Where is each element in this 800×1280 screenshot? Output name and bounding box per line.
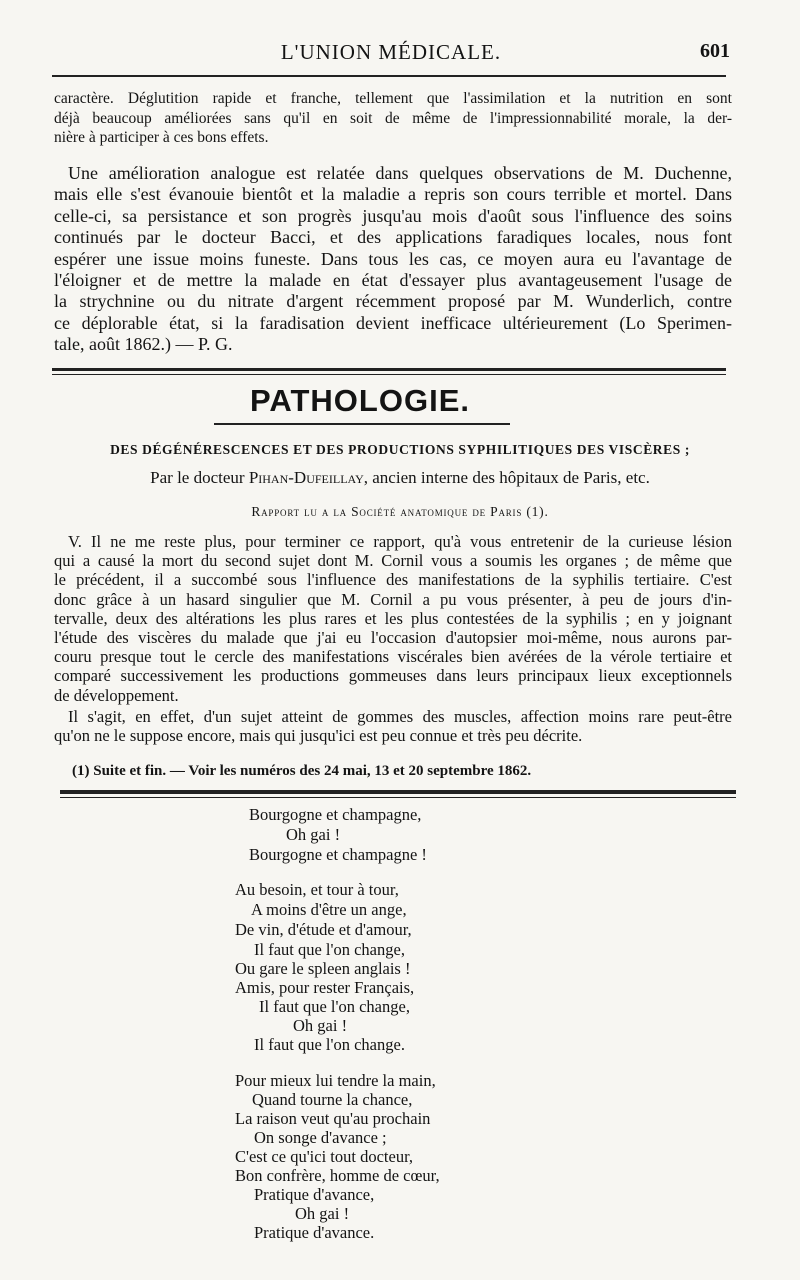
text-line: continués par le docteur Bacci, et des applications faradiques locales, nous font bbox=[54, 227, 732, 248]
text-line: couru presque tout le cercle des manifestations viscérales bien avérées de la vérole tertiaire et bbox=[54, 647, 732, 667]
text-line: l'étude des viscères du malade que j'ai eu l'occasion d'autopsier moi-même, nous aurons par- bbox=[54, 628, 732, 648]
poem-verse: Au besoin, et tour à tour, bbox=[235, 880, 399, 899]
text-line: celle-ci, sa persistance et son progrès jusqu'au mois d'août sous l'influence des soins bbox=[54, 205, 732, 226]
article-byline bbox=[60, 468, 740, 488]
poem-verse: De vin, d'étude et d'amour, bbox=[235, 920, 412, 939]
text-line: l'éloigner et de mettre la malade en état d'essayer plus avantageusement l'usage de bbox=[54, 270, 732, 291]
poem-verse: Il faut que l'on change. bbox=[254, 1035, 405, 1054]
text-line: tale, août 1862.) — P. G. bbox=[54, 334, 233, 355]
poem-verse: Oh gai ! bbox=[286, 825, 341, 844]
text-line: nière à participer à ces bons effets. bbox=[54, 129, 269, 146]
poem-verse: Pratique d'avance. bbox=[254, 1223, 375, 1242]
footnote: (1) Suite et fin. — Voir les numéros des 24 mai, 13 et 20 septembre 1862. bbox=[72, 763, 532, 779]
poem-verse: Amis, pour rester Français, bbox=[235, 978, 415, 997]
poem-rule-top bbox=[60, 790, 736, 794]
text-line: Il s'agit, en effet, d'un sujet atteint de gommes des muscles, affection moins rare peut-être bbox=[68, 707, 732, 726]
text-line: qui a causé la mort du second sujet dont M. Cornil vous a soumis les organes ; de même que bbox=[54, 551, 732, 571]
poem-verse: C'est ce qu'ici tout docteur, bbox=[235, 1147, 414, 1166]
poem-verse: Pratique d'avance, bbox=[254, 1185, 375, 1204]
poem-verse: Bourgogne et champagne ! bbox=[249, 845, 427, 864]
byline-prefix: Par le docteur bbox=[150, 468, 249, 487]
running-header bbox=[52, 38, 730, 68]
paragraph-rapport bbox=[54, 532, 732, 705]
author-name: Pihan-Dufeillay bbox=[248, 468, 364, 487]
section-title: PATHOLOGIE. bbox=[250, 383, 470, 418]
page-number: 601 bbox=[700, 40, 730, 62]
text-line: de développement. bbox=[54, 685, 179, 705]
text-line: le précédent, il a succombé sous l'influence des manifestations de la syphilis tertiaire. C'est bbox=[54, 570, 732, 590]
poem-verse: A moins d'être un ange, bbox=[251, 900, 407, 919]
poem-verse: Quand tourne la chance, bbox=[252, 1090, 413, 1109]
byline-suffix: , ancien interne des hôpitaux de Paris, etc. bbox=[363, 468, 650, 487]
poem-rule-bottom bbox=[60, 797, 736, 798]
text-line: ce déplorable état, si la faradisation devient inefficace ultérieurement (Lo Sperimen- bbox=[54, 312, 732, 333]
text-line: V. Il ne me reste plus, pour terminer ce rapport, qu'à vous entretenir de la curieuse lésion bbox=[68, 532, 732, 551]
paragraph-gommes bbox=[54, 707, 732, 745]
poem-verse: La raison veut qu'au prochain bbox=[235, 1109, 431, 1128]
text-line: caractère. Déglutition rapide et franche, tellement que l'assimilation et la nutrition en sont bbox=[54, 90, 732, 107]
text-line: Une amélioration analogue est relatée dans quelques observations de M. Duchenne, bbox=[68, 163, 732, 183]
poem-verse: On songe d'avance ; bbox=[254, 1128, 387, 1147]
journal-title: L'UNION MÉDICALE. bbox=[280, 40, 502, 64]
section-title-underline bbox=[214, 423, 510, 425]
text-line: la strychnine ou du nitrate d'argent récemment proposé par M. Wunderlich, contre bbox=[54, 291, 732, 312]
poem-verse: Il faut que l'on change, bbox=[254, 940, 405, 959]
article-rapport: Rapport lu a la Société anatomique de Paris (1). bbox=[251, 504, 549, 519]
header-rule bbox=[52, 75, 726, 77]
poem-verse: Bourgogne et champagne, bbox=[249, 805, 422, 824]
text-line: espérer une issue moins funeste. Dans tous les cas, ce moyen aura eu l'avantage de bbox=[54, 248, 732, 269]
section-rule-bottom bbox=[52, 374, 726, 375]
text-line: donc grâce à un hasard singulier que M. Cornil a pu vous présenter, à peu de jours d'in- bbox=[54, 589, 732, 609]
poem-verse: Oh gai ! bbox=[295, 1204, 350, 1223]
text-line: qu'on ne le suppose encore, mais qui jusqu'ici est peu connue et très peu décrite. bbox=[54, 726, 583, 746]
paragraph-amelioration bbox=[54, 163, 732, 356]
text-line: mais elle s'est évanouie bientôt et la maladie a repris son cours terrible et mortel. Dans bbox=[54, 184, 732, 205]
text-line: comparé successivement les productions gommeuses dans leurs principaux lieux exceptionnels bbox=[54, 666, 732, 686]
text-line: déjà beaucoup améliorées sans qu'il en soit de même de l'impressionnabilité morale, la der- bbox=[54, 109, 732, 127]
section-rule-top bbox=[52, 368, 726, 371]
poem-verse: Il faut que l'on change, bbox=[259, 997, 410, 1016]
article-title: DES DÉGÉNÉRESCENCES ET DES PRODUCTIONS SYPHILITIQUES DES VISCÈRES ; bbox=[110, 442, 690, 457]
paragraph-intro bbox=[54, 89, 732, 148]
text-line: tervalle, deux des altérations les plus rares et les plus contestées de la syphilis ; en y joignant bbox=[54, 608, 732, 628]
poem-verse: Ou gare le spleen anglais ! bbox=[235, 959, 411, 978]
poem-verse: Oh gai ! bbox=[293, 1016, 348, 1035]
poem-verse: Bon confrère, homme de cœur, bbox=[235, 1166, 440, 1185]
poem-verse: Pour mieux lui tendre la main, bbox=[235, 1071, 436, 1090]
